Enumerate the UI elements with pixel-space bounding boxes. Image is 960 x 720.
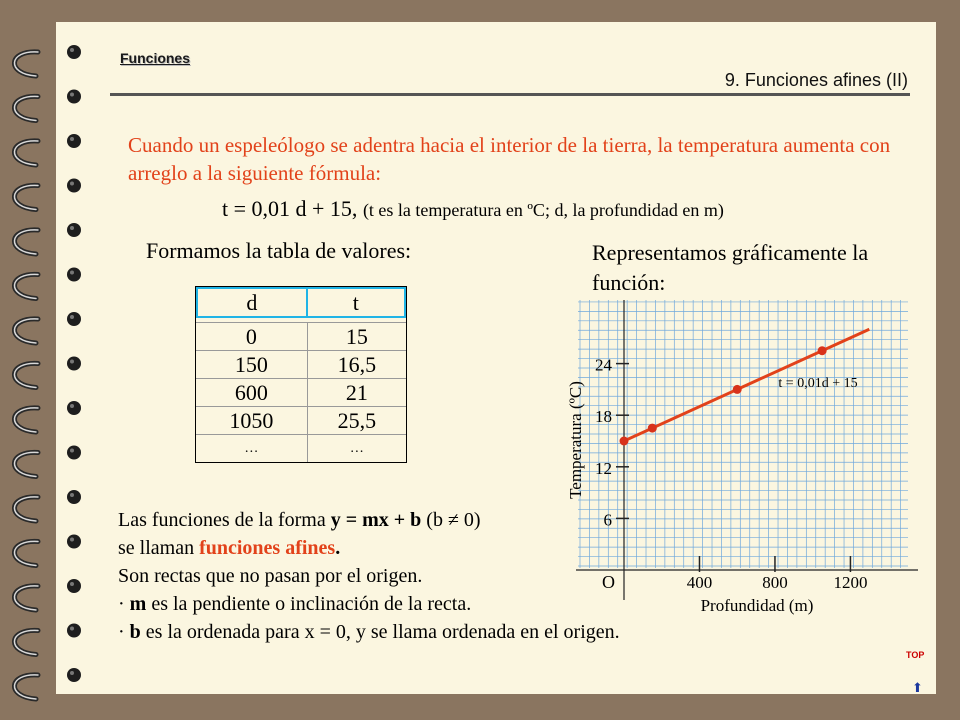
graph-label: Representamos gráficamente la función: (592, 240, 869, 295)
x-tick-label: 1200 (833, 573, 868, 592)
x-tick-label: 400 (686, 573, 713, 592)
explanation-line-2: se llaman funciones afines. (118, 537, 341, 559)
explanation-line-4: · m es la pendiente o inclinación de la recta. (118, 593, 472, 615)
data-point (620, 437, 629, 446)
table-cell: 16,5 (307, 350, 406, 378)
table-cell: 0 (196, 322, 307, 350)
header-subtitle: 9. Funciones afines (II) (724, 70, 908, 90)
table-cell: 150 (196, 350, 307, 378)
table-label: Formamos la tabla de valores: (146, 238, 412, 263)
data-point (818, 346, 827, 355)
header-title-link[interactable]: Funciones (120, 50, 191, 66)
formula-note: (t es la temperatura en ºC; d, la profundidad en m) (362, 200, 724, 220)
x-tick-label: 800 (762, 573, 788, 592)
table-header-t: t (307, 287, 406, 318)
arrow-up-icon[interactable]: ⬆ (912, 680, 923, 695)
explanation-line-5: · b es la ordenada para x = 0, y se llama ordenada en el origen. (118, 621, 620, 643)
data-point (733, 385, 742, 394)
table-header-d: d (196, 287, 307, 318)
y-axis-label: Temperatura (ºC) (566, 381, 585, 499)
explanation-line-1: Las funciones de la forma y = mx + b (b ≠ 0) (118, 509, 481, 531)
y-tick-label: 12 (595, 458, 612, 478)
table-cell: … (307, 434, 406, 462)
origin-label: O (602, 572, 615, 592)
explanation-line-3: Son rectas que no pasan por el origen. (118, 565, 423, 587)
line-equation-label: t = 0,01d + 15 (778, 376, 858, 391)
table-cell: 21 (307, 378, 406, 406)
table-cell: 15 (307, 322, 406, 350)
table-cell: … (196, 434, 307, 462)
y-tick-label: 18 (595, 407, 612, 427)
x-axis-label: Profundidad (m) (700, 596, 814, 615)
table-cell: 600 (196, 378, 307, 406)
explanation-text (118, 506, 620, 646)
intro-text: Cuando un espeleólogo se adentra hacia el interior de la tierra, la temperatura aumenta con arreglo a la siguiente fórmula: (128, 133, 891, 185)
table-cell: 25,5 (307, 406, 406, 434)
y-tick-label: 6 (603, 510, 612, 530)
formula-main: t = 0,01 d + 15, (222, 196, 358, 221)
y-tick-label: 24 (595, 355, 612, 375)
table-cell: 1050 (196, 406, 307, 434)
top-link-button[interactable]: TOP (906, 650, 925, 660)
data-point (648, 424, 657, 433)
